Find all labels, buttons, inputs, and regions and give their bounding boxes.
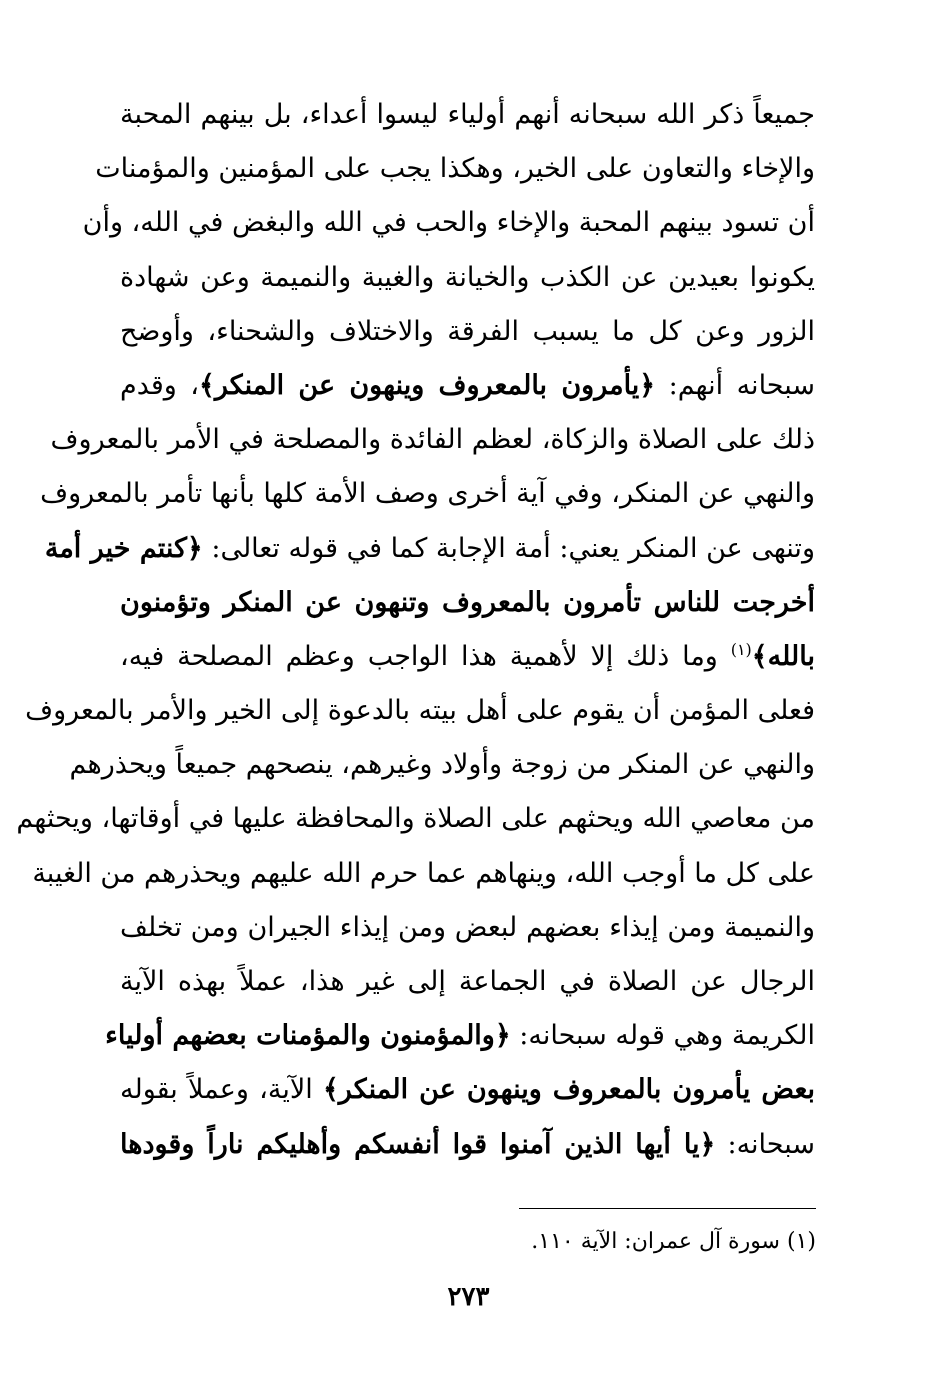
text-run: الزور وعن كل ما يسبب الفرقة والاختلاف والشحناء، وأوضح xyxy=(120,315,815,347)
text-line xyxy=(95,142,815,196)
text-run: ، وقدم xyxy=(120,369,200,401)
text-line xyxy=(32,847,815,901)
text-run: الكريمة وهي قوله سبحانه: xyxy=(510,1020,815,1052)
footnote-separator xyxy=(519,1208,816,1209)
quran-quote: أخرجت للناس تأمرون بالمعروف وتنهون عن المنكر وتؤمنون xyxy=(120,586,815,618)
text-line xyxy=(120,1118,815,1172)
text-run: وما ذلك إلا لأهمية هذا الواجب وعظم المصلحة فيه، xyxy=(120,640,731,672)
text-line xyxy=(120,359,815,413)
text-run: والنميمة ومن إيذاء بعضهم لبعض ومن إيذاء الجيران ومن تخلف xyxy=(120,911,816,943)
text-line xyxy=(40,467,815,521)
text-run: ذلك على الصلاة والزكاة، لعظم الفائدة والمصلحة في الأمر بالمعروف xyxy=(50,424,815,456)
text-line xyxy=(120,901,815,955)
text-run: على كل ما أوجب الله، وينهاهم عما حرم الله عليهم ويحذرهم من الغيبة xyxy=(32,857,815,889)
text-run: من معاصي الله ويحثهم على الصلاة والمحافظة عليها في أوقاتها، ويحثهم xyxy=(16,803,815,835)
text-line xyxy=(105,1009,815,1063)
text-run: وتنهى عن المنكر يعني: أمة الإجابة كما في قوله تعالى: xyxy=(202,532,815,564)
main-text xyxy=(16,88,816,1172)
text-line xyxy=(16,792,815,846)
text-line xyxy=(120,576,815,630)
text-run: والنهي عن المنكر من زوجة وأولاد وغيرهم، ينصحهم جميعاً ويحذرهم xyxy=(69,749,815,781)
quran-quote: ﴿كنتم خير أمة xyxy=(44,532,203,564)
text-run: أن تسود بينهم المحبة والإخاء والحب في الله والبغض في الله، وأن xyxy=(82,207,815,239)
text-run: الآية، وعملاً بقوله xyxy=(120,1074,323,1106)
quran-quote: ﴿والمؤمنون والمؤمنات بعضهم أولياء xyxy=(105,1020,511,1052)
text-line xyxy=(25,684,815,738)
page-number: ٢٧٣ xyxy=(447,1282,490,1312)
quran-quote: بعض يأمرون بالمعروف وينهون عن المنكر﴾ xyxy=(322,1074,816,1106)
text-run: سبحانه أنهم: xyxy=(655,369,815,401)
text-line xyxy=(120,955,815,1009)
quran-quote: ﴿يأمرون بالمعروف وينهون عن المنكر﴾ xyxy=(199,369,656,401)
quran-quote: ﴿يا أيها الذين آمنوا قوا أنفسكم وأهليكم ناراً وقودها xyxy=(120,1128,716,1160)
text-line xyxy=(120,88,815,142)
text-line xyxy=(120,251,815,305)
text-run: والنهي عن المنكر، وفي آية أخرى وصف الأمة كلها بأنها تأمر بالمعروف xyxy=(40,478,815,510)
text-line xyxy=(69,738,815,792)
text-line xyxy=(120,305,815,359)
text-run: فعلى المؤمن أن يقوم على أهل بيته بالدعوة إلى الخير والأمر بالمعروف xyxy=(25,695,815,727)
text-line xyxy=(82,196,815,250)
text-line xyxy=(120,1063,815,1117)
footnote-marker: (١) xyxy=(730,639,752,659)
text-line xyxy=(120,630,815,684)
text-run: الرجال عن الصلاة في الجماعة إلى غير هذا، عملاً بهذه الآية xyxy=(120,966,815,997)
text-run: يكونوا بعيدين عن الكذب والخيانة والغيبة والنميمة وعن شهادة xyxy=(120,261,815,293)
text-run: جميعاً ذكر الله سبحانه أنهم أولياء ليسوا أعداء، بل بينهم المحبة xyxy=(120,99,815,130)
text-line xyxy=(50,413,815,467)
text-run: سبحانه: xyxy=(715,1128,815,1160)
quran-quote: بالله﴾ xyxy=(751,640,815,672)
text-line xyxy=(44,522,815,576)
text-run: والإخاء والتعاون على الخير، وهكذا يجب على المؤمنين والمؤمنات xyxy=(95,153,815,185)
footnote: (١) سورة آل عمران: الآية ١١٠. xyxy=(531,1229,816,1254)
